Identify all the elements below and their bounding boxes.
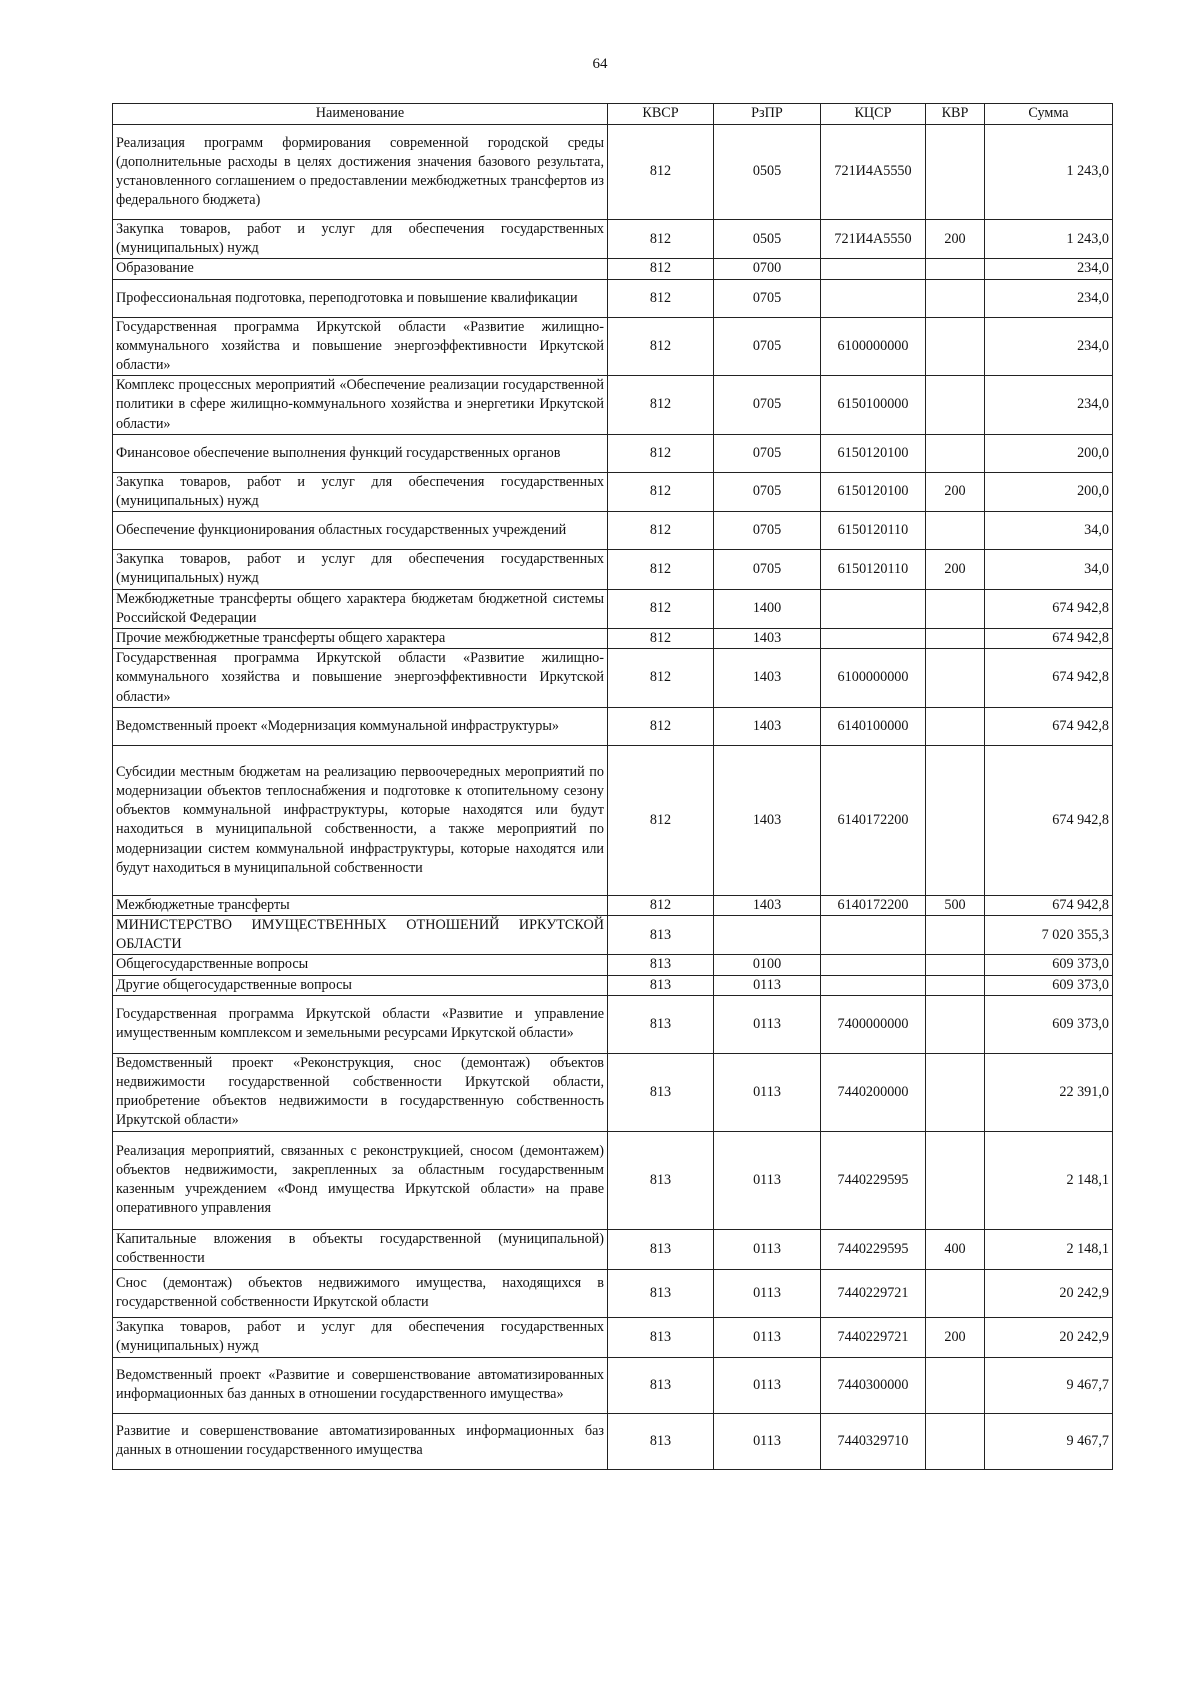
cell-kcsr: 7440329710 <box>821 1413 926 1469</box>
cell-name: Капитальные вложения в объекты государственной (муниципальной) собственности <box>113 1229 608 1269</box>
cell-name: Комплекс процессных мероприятий «Обеспечение реализации государственной политики в сфере жилищно-коммунального хозяйства и энергетики Иркутской области» <box>113 376 608 435</box>
cell-kvsr: 813 <box>608 955 714 975</box>
cell-kvr <box>926 955 985 975</box>
cell-rzpr: 0113 <box>714 975 821 995</box>
cell-sum: 609 373,0 <box>985 955 1113 975</box>
cell-kvsr: 812 <box>608 550 714 589</box>
cell-rzpr: 0705 <box>714 472 821 511</box>
cell-sum: 674 942,8 <box>985 589 1113 628</box>
table-row <box>113 550 1113 589</box>
cell-rzpr: 1403 <box>714 649 821 708</box>
cell-rzpr: 0705 <box>714 376 821 435</box>
table-row <box>113 1413 1113 1469</box>
cell-kcsr: 721И4А5550 <box>821 125 926 220</box>
header-name: Наименование <box>113 104 608 125</box>
cell-kvr <box>926 1269 985 1317</box>
cell-kvsr: 812 <box>608 434 714 472</box>
cell-kvr <box>926 376 985 435</box>
cell-kcsr: 6140172200 <box>821 745 926 895</box>
cell-name: Профессиональная подготовка, переподготовка и повышение квалификации <box>113 279 608 317</box>
cell-name: Закупка товаров, работ и услуг для обеспечения государственных (муниципальных) нужд <box>113 472 608 511</box>
cell-rzpr: 0113 <box>714 1053 821 1131</box>
cell-kcsr: 6150120110 <box>821 512 926 550</box>
table-row <box>113 1269 1113 1317</box>
cell-kvr: 200 <box>926 220 985 259</box>
cell-rzpr: 0113 <box>714 1269 821 1317</box>
cell-rzpr: 0113 <box>714 995 821 1053</box>
cell-rzpr: 0705 <box>714 512 821 550</box>
cell-sum: 674 942,8 <box>985 707 1113 745</box>
cell-kvr <box>926 975 985 995</box>
cell-kcsr: 6150120110 <box>821 550 926 589</box>
cell-kvr <box>926 279 985 317</box>
table-row <box>113 955 1113 975</box>
cell-rzpr: 0100 <box>714 955 821 975</box>
cell-sum: 2 148,1 <box>985 1229 1113 1269</box>
cell-kvr <box>926 125 985 220</box>
cell-name: Снос (демонтаж) объектов недвижимого имущества, находящихся в государственной собственности Иркутской области <box>113 1269 608 1317</box>
cell-name: Закупка товаров, работ и услуг для обеспечения государственных (муниципальных) нужд <box>113 550 608 589</box>
table-row <box>113 512 1113 550</box>
cell-kvr <box>926 1413 985 1469</box>
cell-kvr: 200 <box>926 472 985 511</box>
table-header <box>113 104 1113 125</box>
table-row <box>113 745 1113 895</box>
cell-sum: 1 243,0 <box>985 125 1113 220</box>
table-row <box>113 649 1113 708</box>
table-row <box>113 707 1113 745</box>
cell-kvsr: 812 <box>608 589 714 628</box>
table-row <box>113 629 1113 649</box>
table-row <box>113 434 1113 472</box>
cell-name: Ведомственный проект «Реконструкция, снос (демонтаж) объектов недвижимости государственной собственности Иркутской области, приобретение объектов недвижимости в государственную собственность Иркутской области» <box>113 1053 608 1131</box>
cell-kcsr <box>821 975 926 995</box>
cell-kcsr: 6140172200 <box>821 895 926 915</box>
cell-sum: 200,0 <box>985 472 1113 511</box>
table-row <box>113 895 1113 915</box>
cell-name: Реализация мероприятий, связанных с реконструкцией, сносом (демонтажем) объектов недвижимости, закрепленных за областным государственным казенным учреждением «Фонд имущества Иркутской области» на праве оперативного управления <box>113 1131 608 1229</box>
cell-name: Межбюджетные трансферты общего характера бюджетам бюджетной системы Российской Федерации <box>113 589 608 628</box>
cell-kvsr: 812 <box>608 707 714 745</box>
cell-kcsr <box>821 955 926 975</box>
cell-kvr <box>926 1357 985 1413</box>
table-body <box>113 125 1113 1470</box>
cell-kcsr: 7440229595 <box>821 1131 926 1229</box>
cell-name: МИНИСТЕРСТВО ИМУЩЕСТВЕННЫХ ОТНОШЕНИЙ ИРКУТСКОЙ ОБЛАСТИ <box>113 916 608 955</box>
cell-kcsr <box>821 589 926 628</box>
cell-kvr <box>926 259 985 279</box>
cell-kvr: 400 <box>926 1229 985 1269</box>
table-row <box>113 1229 1113 1269</box>
cell-kcsr: 7440200000 <box>821 1053 926 1131</box>
header-kcsr: КЦСР <box>821 104 926 125</box>
cell-rzpr: 0113 <box>714 1229 821 1269</box>
cell-kvr <box>926 707 985 745</box>
cell-kcsr <box>821 916 926 955</box>
cell-rzpr: 0705 <box>714 434 821 472</box>
cell-sum: 674 942,8 <box>985 649 1113 708</box>
table-row <box>113 259 1113 279</box>
cell-kvr <box>926 512 985 550</box>
cell-kvr <box>926 317 985 376</box>
cell-rzpr: 0113 <box>714 1413 821 1469</box>
cell-rzpr: 0505 <box>714 125 821 220</box>
cell-sum: 1 243,0 <box>985 220 1113 259</box>
cell-sum: 674 942,8 <box>985 895 1113 915</box>
cell-kvsr: 812 <box>608 259 714 279</box>
cell-rzpr: 0705 <box>714 550 821 589</box>
cell-kvr <box>926 1053 985 1131</box>
cell-sum: 674 942,8 <box>985 745 1113 895</box>
cell-kvsr: 813 <box>608 1317 714 1357</box>
cell-kvr <box>926 995 985 1053</box>
table-row <box>113 1357 1113 1413</box>
cell-rzpr: 0705 <box>714 317 821 376</box>
cell-kvsr: 813 <box>608 1229 714 1269</box>
cell-sum: 22 391,0 <box>985 1053 1113 1131</box>
cell-sum: 234,0 <box>985 376 1113 435</box>
cell-sum: 9 467,7 <box>985 1357 1113 1413</box>
table-row <box>113 589 1113 628</box>
header-row <box>113 104 1113 125</box>
cell-kvsr: 812 <box>608 125 714 220</box>
cell-kcsr: 6100000000 <box>821 317 926 376</box>
cell-name: Межбюджетные трансферты <box>113 895 608 915</box>
cell-kcsr <box>821 259 926 279</box>
cell-kcsr: 6100000000 <box>821 649 926 708</box>
cell-kvr <box>926 649 985 708</box>
cell-rzpr: 0700 <box>714 259 821 279</box>
cell-rzpr: 1403 <box>714 745 821 895</box>
cell-name: Обеспечение функционирования областных государственных учреждений <box>113 512 608 550</box>
cell-kvsr: 813 <box>608 975 714 995</box>
cell-kcsr: 7440300000 <box>821 1357 926 1413</box>
header-rzpr: РзПР <box>714 104 821 125</box>
cell-kvr <box>926 629 985 649</box>
cell-kvsr: 812 <box>608 745 714 895</box>
cell-sum: 609 373,0 <box>985 975 1113 995</box>
cell-sum: 200,0 <box>985 434 1113 472</box>
cell-kcsr: 6140100000 <box>821 707 926 745</box>
cell-sum: 234,0 <box>985 317 1113 376</box>
header-sum: Сумма <box>985 104 1113 125</box>
cell-sum: 7 020 355,3 <box>985 916 1113 955</box>
cell-rzpr: 1403 <box>714 895 821 915</box>
cell-kvsr: 812 <box>608 376 714 435</box>
cell-name: Закупка товаров, работ и услуг для обеспечения государственных (муниципальных) нужд <box>113 1317 608 1357</box>
cell-kvr: 200 <box>926 1317 985 1357</box>
table-row <box>113 1317 1113 1357</box>
cell-kvr <box>926 1131 985 1229</box>
table-row <box>113 279 1113 317</box>
header-kvsr: КВСР <box>608 104 714 125</box>
cell-kvsr: 813 <box>608 1053 714 1131</box>
cell-name: Государственная программа Иркутской области «Развитие и управление имущественным комплексом и земельными ресурсами Иркутской области» <box>113 995 608 1053</box>
cell-name: Государственная программа Иркутской области «Развитие жилищно-коммунального хозяйства и повышение энергоэффективности Иркутской области» <box>113 317 608 376</box>
cell-kcsr: 7440229595 <box>821 1229 926 1269</box>
table-row <box>113 916 1113 955</box>
cell-name: Ведомственный проект «Модернизация коммунальной инфраструктуры» <box>113 707 608 745</box>
cell-kvsr: 812 <box>608 629 714 649</box>
cell-sum: 9 467,7 <box>985 1413 1113 1469</box>
cell-name: Государственная программа Иркутской области «Развитие жилищно-коммунального хозяйства и повышение энергоэффективности Иркутской области» <box>113 649 608 708</box>
cell-kcsr: 721И4А5550 <box>821 220 926 259</box>
cell-rzpr: 0113 <box>714 1131 821 1229</box>
cell-kcsr: 7440229721 <box>821 1269 926 1317</box>
cell-rzpr: 0113 <box>714 1357 821 1413</box>
cell-kvr <box>926 745 985 895</box>
cell-sum: 234,0 <box>985 259 1113 279</box>
table-row <box>113 1131 1113 1229</box>
cell-sum: 20 242,9 <box>985 1317 1113 1357</box>
cell-sum: 2 148,1 <box>985 1131 1113 1229</box>
cell-kvsr: 813 <box>608 995 714 1053</box>
table-row <box>113 472 1113 511</box>
cell-kcsr: 6150100000 <box>821 376 926 435</box>
cell-kvsr: 812 <box>608 317 714 376</box>
cell-kvsr: 813 <box>608 916 714 955</box>
cell-rzpr: 0505 <box>714 220 821 259</box>
cell-kvsr: 813 <box>608 1413 714 1469</box>
cell-kcsr: 7400000000 <box>821 995 926 1053</box>
cell-kcsr <box>821 279 926 317</box>
cell-kvsr: 812 <box>608 220 714 259</box>
cell-name: Финансовое обеспечение выполнения функций государственных органов <box>113 434 608 472</box>
cell-kvsr: 812 <box>608 279 714 317</box>
table-row <box>113 376 1113 435</box>
page-number: 64 <box>592 56 608 72</box>
table-row <box>113 125 1113 220</box>
cell-name: Другие общегосударственные вопросы <box>113 975 608 995</box>
table-row <box>113 317 1113 376</box>
cell-sum: 20 242,9 <box>985 1269 1113 1317</box>
cell-name: Закупка товаров, работ и услуг для обеспечения государственных (муниципальных) нужд <box>113 220 608 259</box>
table-row <box>113 995 1113 1053</box>
cell-name: Общегосударственные вопросы <box>113 955 608 975</box>
budget-table <box>112 103 1113 1470</box>
cell-kvr: 200 <box>926 550 985 589</box>
cell-name: Прочие межбюджетные трансферты общего характера <box>113 629 608 649</box>
cell-kvr <box>926 916 985 955</box>
cell-rzpr: 1400 <box>714 589 821 628</box>
cell-sum: 34,0 <box>985 512 1113 550</box>
cell-rzpr: 0113 <box>714 1317 821 1357</box>
cell-kvsr: 812 <box>608 895 714 915</box>
cell-name: Развитие и совершенствование автоматизированных информационных баз данных в отношении государственного имущества <box>113 1413 608 1469</box>
cell-sum: 234,0 <box>985 279 1113 317</box>
table-row <box>113 1053 1113 1131</box>
cell-kvsr: 812 <box>608 649 714 708</box>
table-row <box>113 220 1113 259</box>
cell-rzpr: 0705 <box>714 279 821 317</box>
cell-kcsr <box>821 629 926 649</box>
cell-name: Образование <box>113 259 608 279</box>
cell-sum: 34,0 <box>985 550 1113 589</box>
cell-rzpr <box>714 916 821 955</box>
cell-kcsr: 6150120100 <box>821 434 926 472</box>
table-row <box>113 975 1113 995</box>
cell-kcsr: 6150120100 <box>821 472 926 511</box>
cell-kvsr: 813 <box>608 1357 714 1413</box>
cell-kvr: 500 <box>926 895 985 915</box>
cell-kvr <box>926 434 985 472</box>
cell-name: Субсидии местным бюджетам на реализацию первоочередных мероприятий по модернизации объектов теплоснабжения и подготовке к отопительному сезону объектов коммунальной инфраструктуры, которые находятся или будут находиться в муниципальной собственности, а также мероприятий по модернизации систем коммунальной инфраструктуры, которые находятся или будут находиться в муниципальной собственности <box>113 745 608 895</box>
cell-kvsr: 812 <box>608 472 714 511</box>
cell-sum: 609 373,0 <box>985 995 1113 1053</box>
header-kvr: КВР <box>926 104 985 125</box>
cell-name: Ведомственный проект «Развитие и совершенствование автоматизированных информационных баз данных в отношении государственного имущества» <box>113 1357 608 1413</box>
cell-rzpr: 1403 <box>714 707 821 745</box>
cell-kvsr: 813 <box>608 1131 714 1229</box>
cell-sum: 674 942,8 <box>985 629 1113 649</box>
cell-kvsr: 813 <box>608 1269 714 1317</box>
cell-rzpr: 1403 <box>714 629 821 649</box>
cell-kvsr: 812 <box>608 512 714 550</box>
cell-name: Реализация программ формирования современной городской среды (дополнительные расходы в целях достижения значения базового результата, установленного соглашением о предоставлении межбюджетных трансфертов из федерального бюджета) <box>113 125 608 220</box>
cell-kvr <box>926 589 985 628</box>
cell-kcsr: 7440229721 <box>821 1317 926 1357</box>
